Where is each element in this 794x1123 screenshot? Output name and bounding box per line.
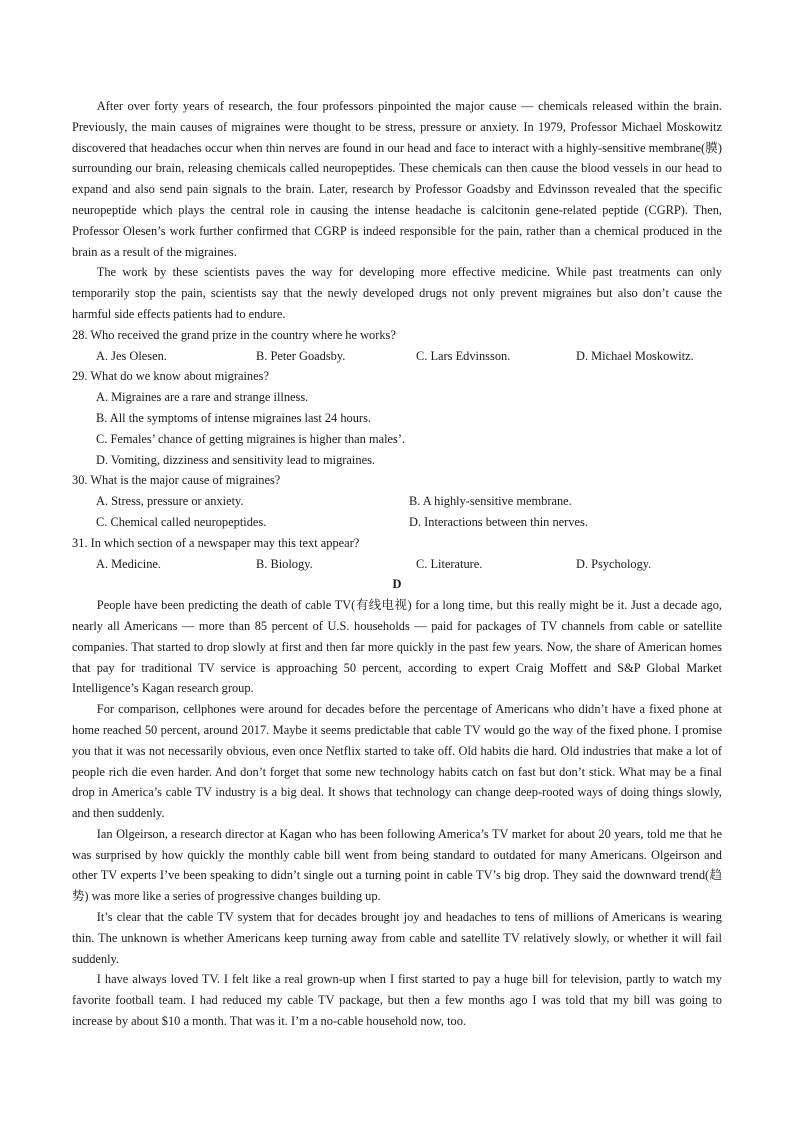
question-28: [72, 325, 722, 367]
passage-d-paragraph: People have been predicting the death of cable TV(有线电视) for a long time, but this really might be it. Just a decade ago, nearly all Americans — more than 85 percent of U.S. households — paid for packages of TV channels from cable or satellite companies. That started to drop slowly at first and then far more quickly in the past few years. Now, the share of American homes that pay for traditional TV service is approaching 50 percent, according to expert Craig Moffett and S&P Global Market Intelligence’s Kagan research group.: [72, 598, 722, 696]
question-30: [72, 470, 722, 532]
exam-page: [72, 96, 722, 1032]
passage-c-paragraph: After over forty years of research, the four professors pinpointed the major cause — chemicals released within the brain. Previously, the main causes of migraines were thought to be stress, pressure or anxiety. In 1979, Professor Michael Moskowitz discovered that headaches occur when thin nerves are found in our head and face to interact with a highly-sensitive membrane(膜) surrounding our brain, releasing chemicals called neuropeptides. These chemicals can then cause the blood vessels in our head to expand and also send pain signals to the brain. Later, research by Professor Goadsby and Edvinsson revealed that the specific neuropeptide which plays the central role in causing the intense headache is calcitonin gene-related peptide (CGRP). Then, Professor Olesen’s work further confirmed that CGRP is indeed responsible for the pain, rather than a chemical produced in the brain as a result of the migraines.: [72, 99, 722, 259]
question-stem: 29. What do we know about migraines?: [72, 369, 269, 384]
option-row: [72, 346, 722, 367]
passage-d-paragraph: I have always loved TV. I felt like a real grown-up when I first started to pay a huge bill for television, partly to watch my favorite football team. I had reduced my cable TV package, but then a few months ago I was told that my bill was going to increase by about $10 a month. That was it. I’m a no-cable household now, too.: [72, 972, 722, 1029]
option-c: C. Females’ chance of getting migraines is higher than males’.: [96, 431, 406, 446]
question-31: [72, 533, 722, 575]
option-b: B. A highly-sensitive membrane.: [409, 494, 572, 509]
option-c: C. Chemical called neuropeptides.: [96, 514, 267, 529]
passage-c-paragraph: The work by these scientists paves the way for developing more effective medicine. While past treatments can only temporarily stop the pain, scientists say that the newly developed drugs not only prevent migraines but also don’t cause the harmful side effects patients had to endure.: [72, 265, 722, 321]
passage-d-paragraph: Ian Olgeirson, a research director at Kagan who has been following America’s TV market for about 20 years, told me that he was surprised by how quickly the monthly cable bill went from being standard to outdated for many Americans. Olgeirson and other TV experts I’ve been speaking to didn’t single out a turning point in cable TV’s big drop. They said the downward trend(趋势) was more like a series of progressive changes building up.: [72, 826, 722, 904]
option-row: [72, 491, 722, 512]
option-d: D. Vomiting, dizziness and sensitivity lead to migraines.: [96, 452, 375, 467]
option-row: [72, 512, 722, 533]
option-d: D. Interactions between thin nerves.: [409, 514, 588, 529]
question-stem: 28. Who received the grand prize in the country where he works?: [72, 327, 396, 342]
option-a: A. Migraines are a rare and strange illness.: [96, 390, 309, 405]
option-b: B. All the symptoms of intense migraines last 24 hours.: [96, 410, 371, 425]
section-heading-d: D: [392, 577, 402, 592]
passage-d-paragraph: For comparison, cellphones were around for decades before the percentage of Americans who didn’t have a fixed phone at home reached 50 percent, around 2017. Maybe it seems predictable that cable TV would go the way of the fixed phone. I promise you that it was not necessarily obvious, even once Netflix started to take off. Old habits die hard. Old industries that make a lot of people rich die even harder. And don’t forget that some new technology habits catch on fast but don’t stick. What may be a final drop in America’s cable TV industry is a big deal. It shows that technology can change deep-rooted ways of doing things slowly, and then suddenly.: [72, 702, 722, 821]
option-a: A. Medicine.: [96, 556, 162, 571]
option-b: B. Peter Goadsby.: [256, 348, 346, 363]
passage-d-paragraph: It’s clear that the cable TV system that for decades brought joy and headaches to tens of millions of Americans is wearing thin. The unknown is whether Americans keep turning away from cable and satellite TV relatively slowly, or whether it will fail suddenly.: [72, 910, 722, 966]
option-d: D. Psychology.: [576, 556, 652, 571]
question-stem: 31. In which section of a newspaper may this text appear?: [72, 535, 360, 550]
option-d: D. Michael Moskowitz.: [576, 348, 694, 363]
option-b: B. Biology.: [256, 556, 313, 571]
question-stem: 30. What is the major cause of migraines?: [72, 473, 281, 488]
option-a: A. Jes Olesen.: [96, 348, 167, 363]
option-a: A. Stress, pressure or anxiety.: [96, 494, 244, 509]
passage-c: [72, 96, 722, 325]
option-row: [72, 554, 722, 575]
option-c: C. Lars Edvinsson.: [416, 348, 511, 363]
option-c: C. Literature.: [416, 556, 483, 571]
passage-d: [72, 595, 722, 1032]
question-29: [72, 366, 722, 470]
